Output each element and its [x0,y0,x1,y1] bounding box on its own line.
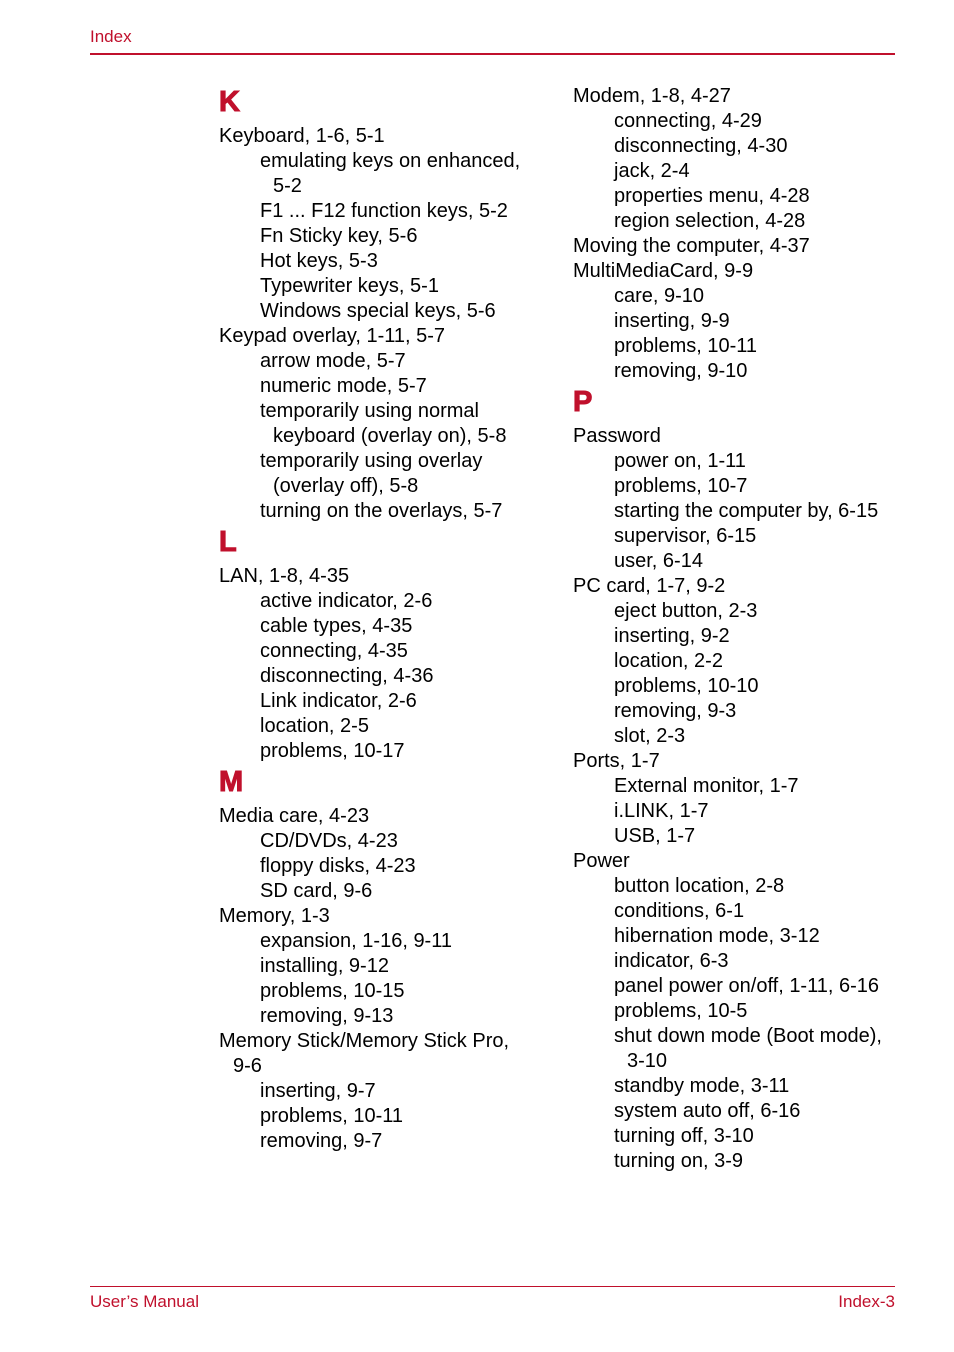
index-subentry: starting the computer by, 6-15 [614,500,879,522]
header-rule [90,53,895,55]
index-subentry: Link indicator, 2-6 [260,690,417,712]
index-section-letter: M [219,766,244,798]
index-entry: Power [573,850,630,872]
index-subentry: problems, 10-5 [614,1000,748,1022]
index-subentry: conditions, 6-1 [614,900,745,922]
index-subentry: button location, 2-8 [614,875,785,897]
index-subentry: problems, 10-15 [260,980,405,1002]
index-subentry: care, 9-10 [614,285,705,307]
index-entry: Moving the computer, 4-37 [573,235,810,257]
index-subentry: panel power on/off, 1-11, 6-16 [614,975,879,997]
index-subentry: CD/DVDs, 4-23 [260,830,398,852]
index-subentry: hibernation mode, 3-12 [614,925,820,947]
index-subentry: emulating keys on enhanced, [260,150,521,172]
index-entry: Media care, 4-23 [219,805,370,827]
index-subentry: connecting, 4-35 [260,640,408,662]
index-entry: Keypad overlay, 1-11, 5-7 [219,325,446,347]
index-entry: LAN, 1-8, 4-35 [219,565,350,587]
index-entry-continuation: 3-10 [627,1050,668,1072]
index-subentry: disconnecting, 4-30 [614,135,788,157]
index-subentry: system auto off, 6-16 [614,1100,801,1122]
index-subentry: SD card, 9-6 [260,880,373,902]
footer-page-number: Index-3 [838,1292,895,1311]
index-entry: Modem, 1-8, 4-27 [573,85,731,107]
index-column-left [219,84,539,1154]
index-subentry: eject button, 2-3 [614,600,758,622]
index-subentry: jack, 2-4 [614,160,690,182]
index-subentry: Fn Sticky key, 5-6 [260,225,418,247]
footer-rule [90,1286,895,1287]
index-section-letter: K [219,86,240,118]
index-subentry: cable types, 4-35 [260,615,413,637]
index-subentry: USB, 1-7 [614,825,696,847]
index-entry: Ports, 1-7 [573,750,660,772]
index-subentry: External monitor, 1-7 [614,775,799,797]
index-subentry: region selection, 4-28 [614,210,806,232]
index-subentry: indicator, 6-3 [614,950,729,972]
index-subentry: numeric mode, 5-7 [260,375,427,397]
index-subentry: removing, 9-7 [260,1130,383,1152]
index-subentry: temporarily using overlay [260,450,483,472]
index-subentry: removing, 9-10 [614,360,748,382]
index-subentry: installing, 9-12 [260,955,389,977]
index-subentry: F1 ... F12 function keys, 5-2 [260,200,508,222]
index-subentry: shut down mode (Boot mode), [614,1025,882,1047]
index-subentry: user, 6-14 [614,550,703,572]
index-subentry: problems, 10-10 [614,675,759,697]
index-entry-continuation: (overlay off), 5-8 [273,475,419,497]
index-subentry: i.LINK, 1-7 [614,800,709,822]
index-subentry: inserting, 9-2 [614,625,730,647]
index-subentry: location, 2-2 [614,650,723,672]
index-subentry: power on, 1-11 [614,450,746,472]
index-subentry: Typewriter keys, 5-1 [260,275,439,297]
index-column-right [573,84,893,1174]
footer-manual-title: User’s Manual [90,1292,199,1311]
index-subentry: inserting, 9-7 [260,1080,376,1102]
index-entry: Password [573,425,661,447]
index-section-letter: L [219,526,237,558]
index-subentry: Windows special keys, 5-6 [260,300,496,322]
index-subentry: properties menu, 4-28 [614,185,810,207]
index-subentry: location, 2-5 [260,715,369,737]
index-subentry: removing, 9-13 [260,1005,394,1027]
index-entry: Memory Stick/Memory Stick Pro, [219,1030,510,1052]
index-entry-continuation: 5-2 [273,175,302,197]
index-entry-continuation: 9-6 [233,1055,262,1077]
index-subentry: supervisor, 6-15 [614,525,757,547]
index-subentry: Hot keys, 5-3 [260,250,378,272]
index-subentry: slot, 2-3 [614,725,686,747]
index-subentry: expansion, 1-16, 9-11 [260,930,452,952]
index-entry: Memory, 1-3 [219,905,330,927]
index-subentry: problems, 10-17 [260,740,405,762]
index-subentry: connecting, 4-29 [614,110,762,132]
index-subentry: inserting, 9-9 [614,310,730,332]
index-subentry: active indicator, 2-6 [260,590,433,612]
index-subentry: problems, 10-11 [614,335,758,357]
index-subentry: turning off, 3-10 [614,1125,754,1147]
index-subentry: arrow mode, 5-7 [260,350,406,372]
index-subentry: problems, 10-7 [614,475,748,497]
page-header-title: Index [90,27,132,46]
index-subentry: removing, 9-3 [614,700,737,722]
index-subentry: disconnecting, 4-36 [260,665,434,687]
index-entry: MultiMediaCard, 9-9 [573,260,754,282]
index-subentry: turning on, 3-9 [614,1150,743,1172]
index-entry: PC card, 1-7, 9-2 [573,575,726,597]
index-subentry: temporarily using normal [260,400,479,422]
index-subentry: floppy disks, 4-23 [260,855,416,877]
index-subentry: turning on the overlays, 5-7 [260,500,503,522]
index-section-letter: P [573,386,593,418]
index-entry-continuation: keyboard (overlay on), 5-8 [273,425,507,447]
index-entry: Keyboard, 1-6, 5-1 [219,125,385,147]
index-subentry: standby mode, 3-11 [614,1075,790,1097]
index-subentry: problems, 10-11 [260,1105,404,1127]
